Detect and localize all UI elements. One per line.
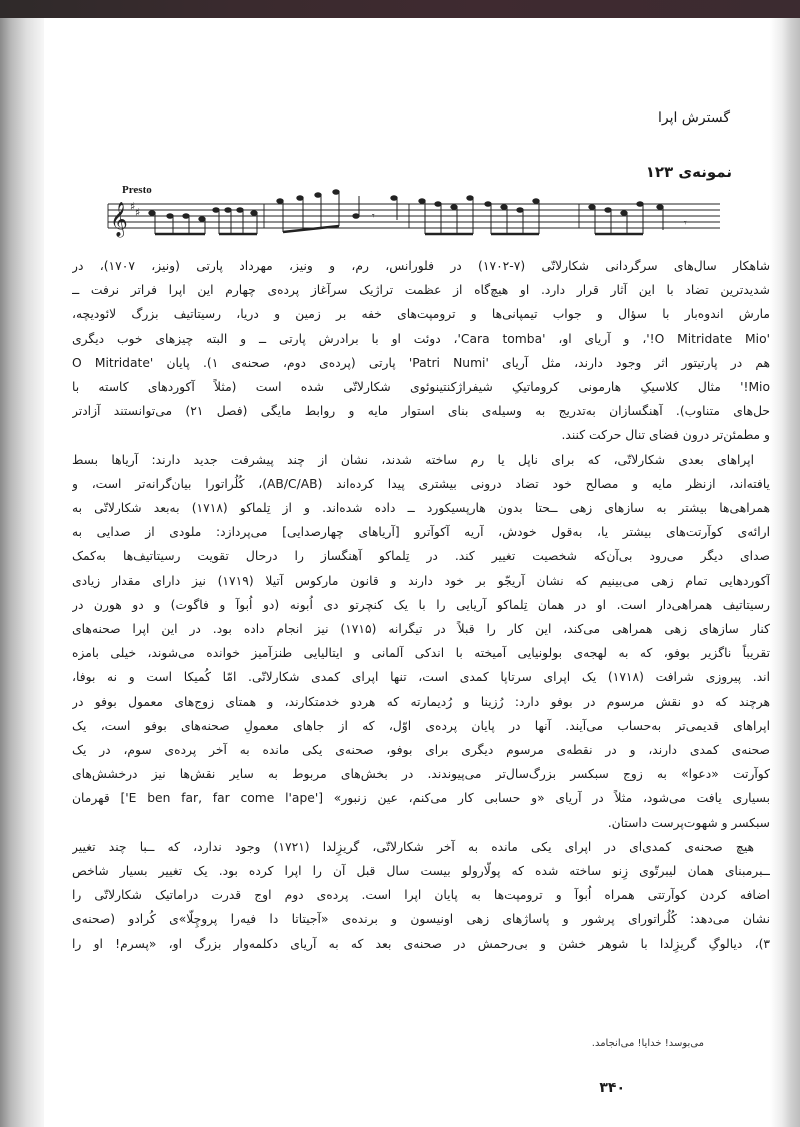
- text-line: شدیدترین تضاد با این آثار قرار دارد. او هیچ‌گاه از عظمت تراژیک سرآغاز پرده‌ی چهارم این اپرا فراتر نرفت ــ: [72, 283, 770, 298]
- text-line: اند. پیروزی شرافت (۱۷۱۸) یک اپرای سرتاپا کمدی است، تنها اپرای کمدی شکارلاتّی. امّا کُمیکا است و نه بوفا،: [72, 670, 770, 685]
- text-line: همراهی‌ها بیشتر به سازهای زهی ــحتا بدون هارپسیکورد ــ داده شده‌اند. و از تِلماکو (۱۷۱۸) به‌بعد شکارلاتّی به: [72, 501, 770, 516]
- paragraph-start-line: هیچ صحنه‌ی کمدی‌ای در اپرای یکی مانده به آخر شکارلاتّی، گریزِلدا (۱۷۲۱) وجود ندارد، که ــبا چند تغییر: [72, 839, 755, 854]
- text-line: اپراهای قدیمی‌تر به‌حساب می‌آیند. آنها در پایان پرده‌ی اوّل، که از جاهای معمولِ صحنه‌های بوفو است، یک: [72, 718, 770, 733]
- text-line: صدای دیگر می‌رود بی‌آن‌که شخصیت تغییر کند. در تِلماکو آهنگساز را درحال تقویت رسیتاتیف‌ها به‌کمک: [72, 549, 770, 564]
- text-line: کوآرتت «دعوا» به زوج سبکسر بزرگ‌سال‌تر می‌پیوندند. در بخش‌های مربوط به سایر نقش‌ها نیز درخشش‌های: [72, 767, 770, 782]
- svg-text:𝄞: 𝄞: [110, 202, 128, 237]
- text-line: هرچند که دو نقش مرسوم در بوفو دارد: رُزینا و رُدیمارته که هردو خدمتکارند، و همتای زوج‌های معمول بوفو در: [72, 694, 770, 709]
- example-label: نمونه‌ی ۱۲۳: [645, 163, 732, 181]
- scan-top-edge: [0, 0, 800, 18]
- svg-text:𝄾: 𝄾: [684, 218, 687, 229]
- tempo-marking: Presto: [122, 184, 152, 196]
- music-example: [104, 186, 724, 244]
- body-text: [72, 254, 770, 956]
- text-line: سبکسر و شهوت‌پرست داستان.: [607, 815, 770, 830]
- text-line: رسیتاتیف همراهی‌دار است. او در همان تِلماکو آریایی را با یک کنچرتو دی اُبونه (دو اُبوآ و فاگوت) و دو هورن در: [72, 597, 770, 612]
- text-line: ارائه‌ی کوآرتت‌های بیشتر یا، به‌قول خودش، آریه آکوآترو [آریاهای چهارصدایی] می‌پردازد: ملودی از صدایی به: [72, 525, 770, 540]
- book-page: [44, 18, 770, 1127]
- running-head: گسترش اپرا: [657, 110, 730, 126]
- text-line: آکوردهایی تمام زهی می‌بینیم که نشان آریجّو بر خود دارند و قانون مارکوس آتیلا (۱۷۱۹) نیز دارای مقدار زیادی: [72, 573, 770, 588]
- text-line: کنار سازهای زهی همراهی می‌کند، این کار را قبلاً در تیگرانه (۱۷۱۵) نیز انجام داده بود. در این اپرا صحنه‌های: [72, 622, 770, 637]
- text-line: یافته‌اند، ازنظر مایه و مصالح خود تضاد درونی بیشتری پیدا کرده‌اند (AB/C/AB)، کُلُراتورا بیان‌گرانه‌تر است، و: [72, 476, 770, 491]
- svg-text:♯: ♯: [135, 206, 141, 219]
- scan-binding-shadow: [0, 18, 44, 1127]
- text-line: تقریباً ناگزیر بوفو، که به لهجه‌ی بولونیایی آمیخته با اندکی آلمانی و ایتالیایی طنزآمیز خوانده می‌شوند، خیلی بامزه: [72, 646, 770, 661]
- svg-text:𝄾: 𝄾: [372, 211, 375, 222]
- music-staff-icon: [104, 186, 724, 244]
- scan-page-edge: [770, 18, 800, 1127]
- text-line: حل‌های متناوب). آهنگسازان به‌تدریج به وسیله‌ی بنای استوار مایه و روابط مایگی (فصل ۲۱) می‌توانستند آزادتر: [72, 404, 770, 419]
- text-line: اضافه کردن کوآرتتی همراه اُبوآ و ترومپت‌ها به پایان اپرا است. پرده‌ی دوم اوج قدرت دراماتیک شکارلاتّی را: [72, 888, 770, 903]
- faded-text-fragment: می‌بوسد! خدایا! می‌انجامد.: [591, 1038, 704, 1049]
- page-number: ۳۴۰: [599, 1080, 625, 1096]
- text-line: مارش اندوه‌بار با سؤال و جواب تیمپانی‌ها و ترومپت‌های خفه بر زمین و دریا، رسیتاتیف بزرگ لائودیچه،: [72, 307, 770, 322]
- text-line: نشان می‌دهد: کُلُراتورای پرشور و پاساژهای زهی اونیسون و برنده‌ی «آجیتاتا دا فیه‌را پروچِلّا»ی کُرادو (صحنه‌ی: [72, 912, 770, 927]
- text-line: ۳)، دیالوگِ گریزِلدا با شوهر خشن و بی‌رحمش در صحنه‌ی بعد که به آریای دکلمه‌وار بزرگ او، «پسرم! او را: [72, 936, 770, 951]
- text-line: 'O Mitridate Mio!'، و آریای او، 'Cara tomba'، دوئت او با برادرش پارتی ــ و البته چیزهای خوب دیگری: [72, 331, 770, 346]
- svg-text:♯: ♯: [130, 200, 136, 213]
- text-line: بسیاری یافت می‌شود، مثلاً در آریای «و حسابی کار می‌کنم، عین زنبور» ['E ben far, far come l'ape'] قهرمان: [72, 791, 770, 806]
- text-line: هم در پارتیتور اثر وجود دارند، مثل آریای 'Patri Numi' پارتی (پرده‌ی دوم، صحنه‌ی ۱). پایان 'O Mitridate: [72, 355, 770, 370]
- paragraph-start-line: اپراهای بعدی شکارلاتّی، که برای ناپل یا رم ساخته شدند، نشان از چند پیشرفت جدید دارند: آریاها بسط: [72, 452, 754, 467]
- text-line: Mio!' مثال کلاسیکِ هارمونی کروماتیکِ شیفراژکنتینوئوی شکارلاتّی شده است (مثلاً آکوردهای کاسته با: [72, 380, 770, 395]
- text-line: و مطمئن‌تر درون فضای تنال حرکت کنند.: [561, 428, 770, 443]
- text-line: شاهکار سال‌های سرگردانی شکارلاتّی (۷-۱۷۰۲) در فلورانس، رم، و ونیز، مهرداد پارتی (ونیز، ۱۷۰۷)، در: [72, 259, 770, 273]
- text-line: صحنه‌ی کمدی دارند، و در نقطه‌ی مرسوم دیگری برای بوفو، صحنه‌ی یکی مانده به آخر پرده‌ی سوم، در یک: [72, 743, 770, 758]
- text-line: ــبرمبنای همان لیبرتّوی زِنو ساخته شده که پولّارولو بیست سال قبل آن را اپرا کرده بود. یک تغییر بسیار شاخص: [72, 864, 770, 879]
